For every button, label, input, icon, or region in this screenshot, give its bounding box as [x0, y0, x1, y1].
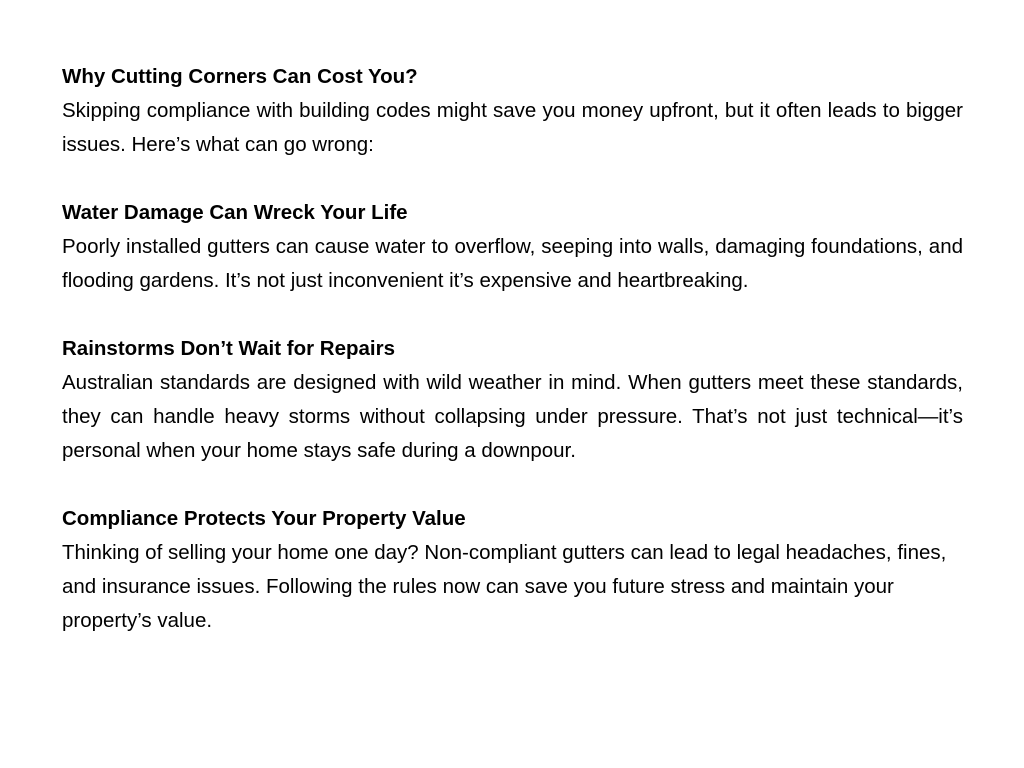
section-property-value: [62, 502, 963, 638]
section-heading: Why Cutting Corners Can Cost You?: [62, 65, 418, 88]
section-body: Skipping compliance with building codes might save you money upfront, but it often leads to bigger issues. Here’s what can go wrong:: [62, 99, 963, 156]
section-heading: Water Damage Can Wreck Your Life: [62, 201, 408, 224]
section-heading: Rainstorms Don’t Wait for Repairs: [62, 337, 395, 360]
section-cutting-corners: [62, 60, 963, 162]
section-heading: Compliance Protects Your Property Value: [62, 507, 466, 530]
section-rainstorms: [62, 332, 963, 468]
section-body: Poorly installed gutters can cause water to overflow, seeping into walls, damaging foundations, and flooding gardens. It’s not just inconvenient it’s expensive and heartbreaking.: [62, 235, 963, 292]
document-page: [62, 60, 963, 638]
section-body: Thinking of selling your home one day? Non-compliant gutters can lead to legal headaches, fines, and insurance issues. Following the rules now can save you future stress and maintain your property’s value.: [62, 541, 947, 632]
section-body: Australian standards are designed with wild weather in mind. When gutters meet these standards, they can handle heavy storms without collapsing under pressure. That’s not just technical—it’s personal when your home stays safe during a downpour.: [62, 371, 963, 462]
section-water-damage: [62, 196, 963, 298]
